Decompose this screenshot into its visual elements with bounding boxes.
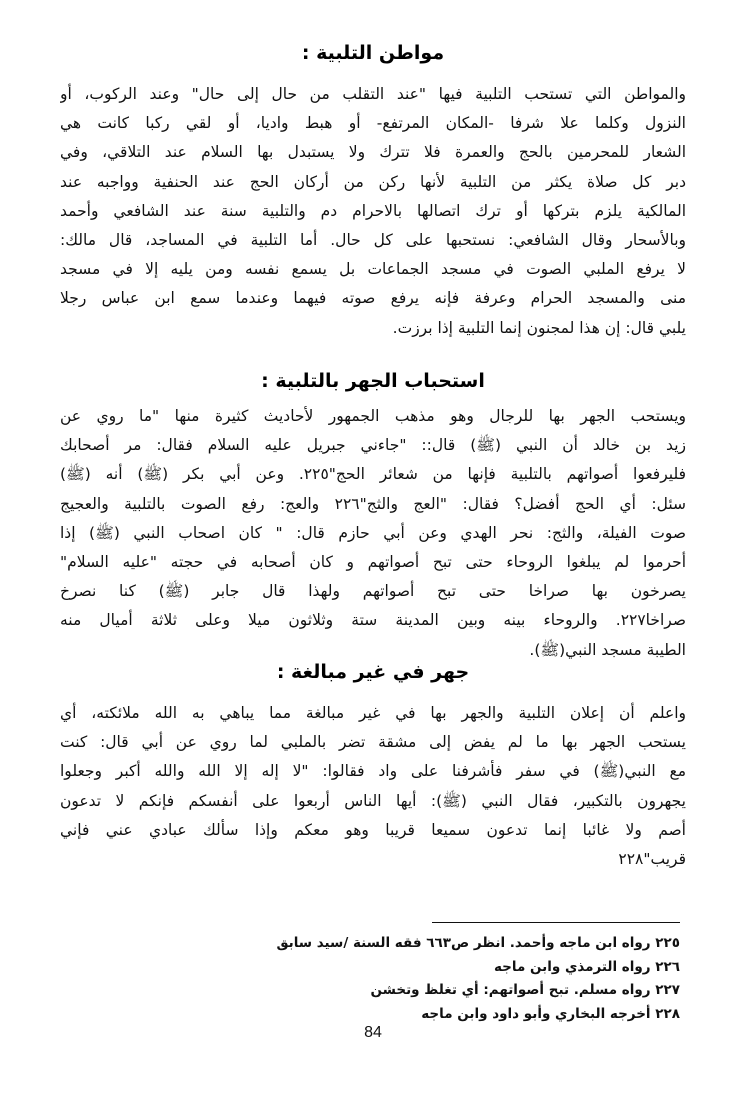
footnote-226: ٢٢٦ رواه الترمذي وابن ماجه — [493, 958, 680, 975]
text-line: يجهرون بالتكبير، فقال النبي (ﷺ): أيها الناس أربعوا على أنفسكم فإنكم لا تدعون — [60, 791, 686, 810]
text-line: والمواطن التي تستحب التلبية فيها "عند التقلب من حال إلى حال" وعند الركوب، أو — [60, 85, 686, 103]
text-line: المالكية يلزم بتركها أو ترك اتصالها بالاحرام دم والتلبية سنة عند الشافعي وأحمد — [60, 201, 686, 220]
text-line: واعلم أن إعلان التلبية والجهر بها في غير مبالغة مما يباهي به الله ملائكته، أي — [60, 704, 686, 722]
text-line: دبر كل صلاة يكثر من التلبية لأنها ركن من أركان الحج عند الحنفية وواجبه عند — [60, 172, 686, 191]
text-line: قريب"٢٢٨ — [618, 850, 686, 869]
page-number: 84 — [364, 1024, 382, 1041]
footnote-separator — [432, 922, 680, 923]
text-line: الطيبة مسجد النبي(ﷺ). — [529, 640, 686, 659]
paragraph-moderate-loudness — [60, 699, 686, 874]
paragraph-talbiya-places — [60, 80, 686, 343]
text-line: النزول وكلما علا شرفا -المكان المرتفع- أو هبط واديا، أو لقي ركبا كانت هي — [60, 114, 686, 133]
footnote-227: ٢٢٧ رواه مسلم. تبح أصواتهم: أي تغلظ وتخشن — [370, 982, 680, 998]
footnote-225: ٢٢٥ رواه ابن ماجه وأحمد. انظر ص٦٦٣ فقه السنة /سيد سابق — [276, 935, 680, 951]
section-heading-moderate-loudness: جهر في غير مبالغة : — [276, 661, 470, 683]
text-line: لا يرفع الملبي الصوت في مسجد الجماعات بل يسمع نفسه ومن يليه إلا في مسجد — [60, 260, 686, 279]
text-line: صراخا٢٢٧. والروحاء بينه وبين المدينة ستة وثلاثون ميلا وعلى ثلاثة أميال منه — [60, 611, 686, 630]
section-heading-loud-talbiya: استحباب الجهر بالتلبية : — [261, 370, 485, 392]
paragraph-loud-talbiya — [60, 402, 686, 665]
text-line: مع النبي(ﷺ) في سفر فأشرفنا على واد فقالوا: "لا إله إلا الله والله أكبر وجعلوا — [60, 762, 686, 781]
text-line: يلبي قال: إن هذا لمجنون إنما التلبية إذا برزت. — [392, 318, 686, 337]
text-line: يستحب الجهر بها ما لم يفض إلى مشقة تضر بالملبي لما روي عن أبي قال: كنت — [60, 733, 686, 752]
text-line: أحرموا لم يبلغوا الروحاء حتى تبح أصواتهم و كان أصحابه في حجته "عليه السلام" — [60, 553, 686, 572]
text-line: أصم ولا غائبا إنما تدعون سميعا قريبا وهو معكم وإذا سألك عبادي عني فإني — [60, 820, 686, 839]
text-line: يصرخون بها صراخا حتى تبح أصواتهم ولهذا قال جابر (ﷺ) كنا نصرخ — [60, 582, 686, 601]
text-line: زيد بن خالد أن النبي (ﷺ) قال:: "جاءني جبريل عليه السلام فقال: مر أصحابك — [60, 436, 686, 455]
text-line: صوت الفيلة، والثج: نحر الهدي وعن أبي حازم قال: " كان اصحاب النبي (ﷺ) إذا — [60, 523, 686, 542]
text-line: وبالأسحار وقال الشافعي: نستحبها على كل حال. أما التلبية في المساجد، قال مالك: — [60, 231, 686, 250]
text-line: منى والمسجد الحرام وعرفة فإنه يرفع صوته فيهما وعندما سمع ابن عباس رجلا — [60, 289, 686, 308]
text-line: ويستحب الجهر بها للرجال وهو مذهب الجمهور لأحاديث كثيرة منها "ما روي عن — [60, 407, 686, 425]
footnote-228: ٢٢٨ أخرجه البخاري وأبو داود وابن ماجه — [421, 1005, 680, 1022]
section-heading-talbiya-places: مواطن التلبية : — [301, 42, 445, 64]
footnotes — [260, 932, 680, 1026]
text-line: فليرفعوا أصواتهم بالتلبية فإنها من شعائر الحج"٢٢٥. وعن أبي بكر (ﷺ) أنه (ﷺ) — [60, 465, 686, 484]
text-line: سئل: أي الحج أفضل؟ فقال: "العج والثج"٢٢٦ والعج: رفع الصوت بالتلبية والعجيج — [60, 494, 686, 513]
text-line: الشعار للمحرمين بالحج والعمرة فلا تترك ولا يستبدل بها السلام عند التلاقي، وفي — [60, 143, 686, 162]
